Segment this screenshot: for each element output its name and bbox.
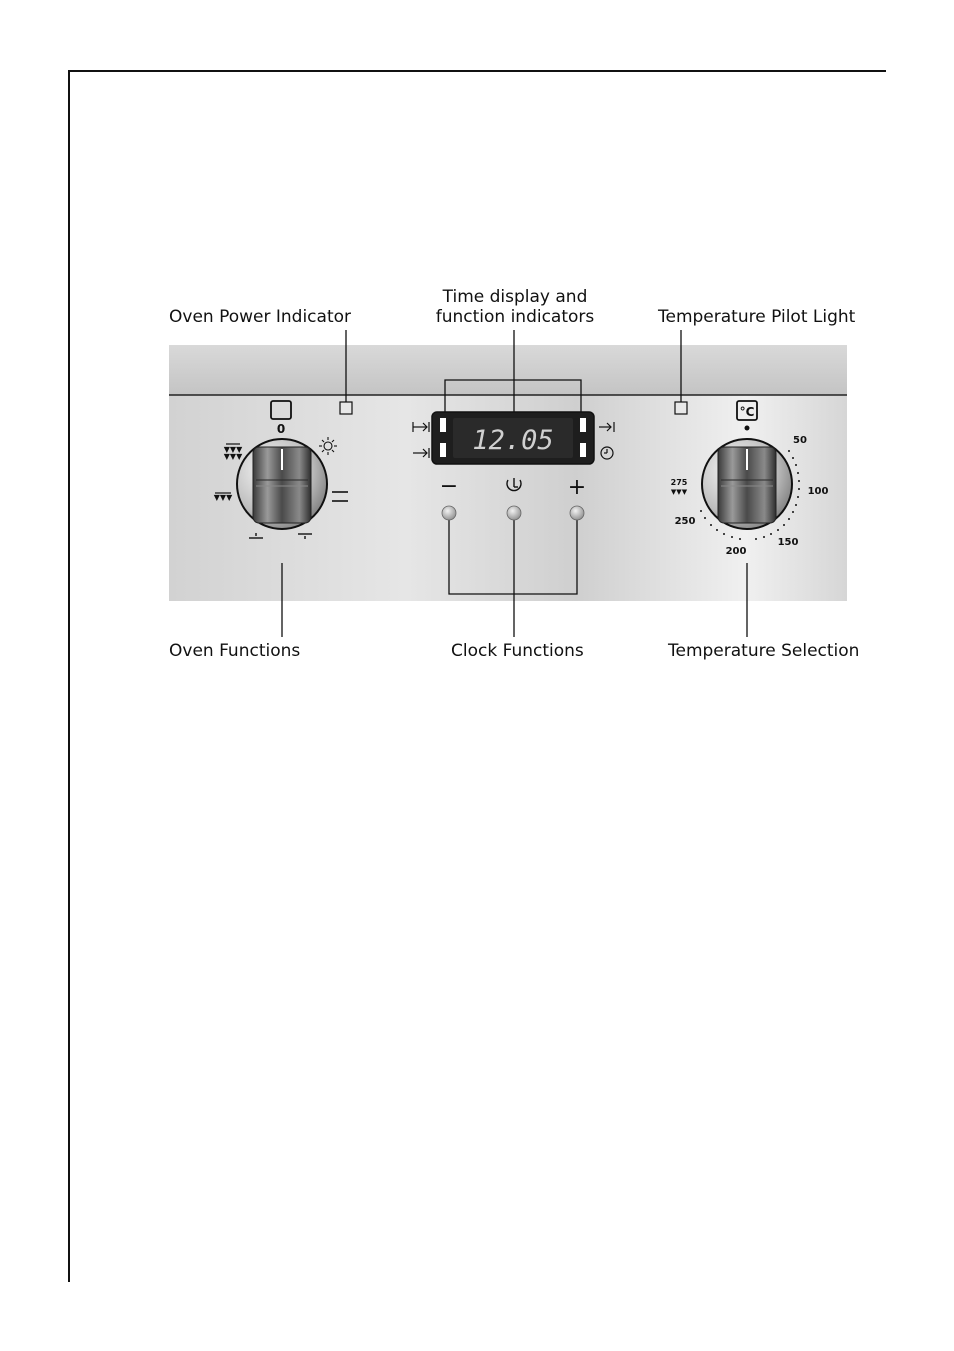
plus-button[interactable] <box>570 506 584 520</box>
temperature-mark-100: 100 <box>807 486 829 497</box>
oven-power-indicator-label: Oven Power Indicator <box>169 307 352 327</box>
temperature-selection-label: Temperature Selection <box>668 641 860 661</box>
oven-off-mark: 0 <box>276 422 286 436</box>
control-panel-top-strip <box>169 345 847 395</box>
temperature-mark-200: 200 <box>725 546 747 557</box>
temperature-pilot-light <box>675 402 687 414</box>
oven-power-indicator-light <box>340 402 352 414</box>
indicator-segment-left-bottom <box>440 443 446 457</box>
lcd-time-readout: 12.05 <box>472 425 554 456</box>
temperature-mark-275: 275 <box>670 478 688 487</box>
celsius-symbol: °C <box>739 405 755 419</box>
clock-function-button[interactable] <box>507 506 521 520</box>
svg-text:▼▼▼: ▼▼▼ <box>213 493 233 502</box>
time-display-label-line1: Time display and <box>442 287 588 307</box>
svg-text:▼▼▼: ▼▼▼ <box>223 452 243 461</box>
clock-functions-label: Clock Functions <box>451 641 584 661</box>
grill-full-icon <box>224 444 243 461</box>
temperature-mark-250: 250 <box>674 516 696 527</box>
clock-display-group <box>413 412 614 464</box>
svg-text:▼▼▼: ▼▼▼ <box>223 445 243 454</box>
plus-symbol: + <box>567 475 587 500</box>
temperature-off-dot <box>745 426 750 431</box>
grill-icon <box>214 493 233 502</box>
time-display-label-line2: function indicators <box>435 307 595 327</box>
minus-button[interactable] <box>442 506 456 520</box>
grill-temp-icon: ▼▼▼ <box>670 488 688 496</box>
temperature-mark-150: 150 <box>777 537 799 548</box>
indicator-segment-right-top <box>580 418 586 432</box>
minus-symbol: − <box>439 474 459 499</box>
temperature-pilot-light-label: Temperature Pilot Light <box>658 307 856 327</box>
indicator-segment-right-bottom <box>580 443 586 457</box>
temperature-mark-50: 50 <box>793 435 807 446</box>
indicator-segment-left-top <box>440 418 446 432</box>
oven-functions-label: Oven Functions <box>169 641 301 661</box>
